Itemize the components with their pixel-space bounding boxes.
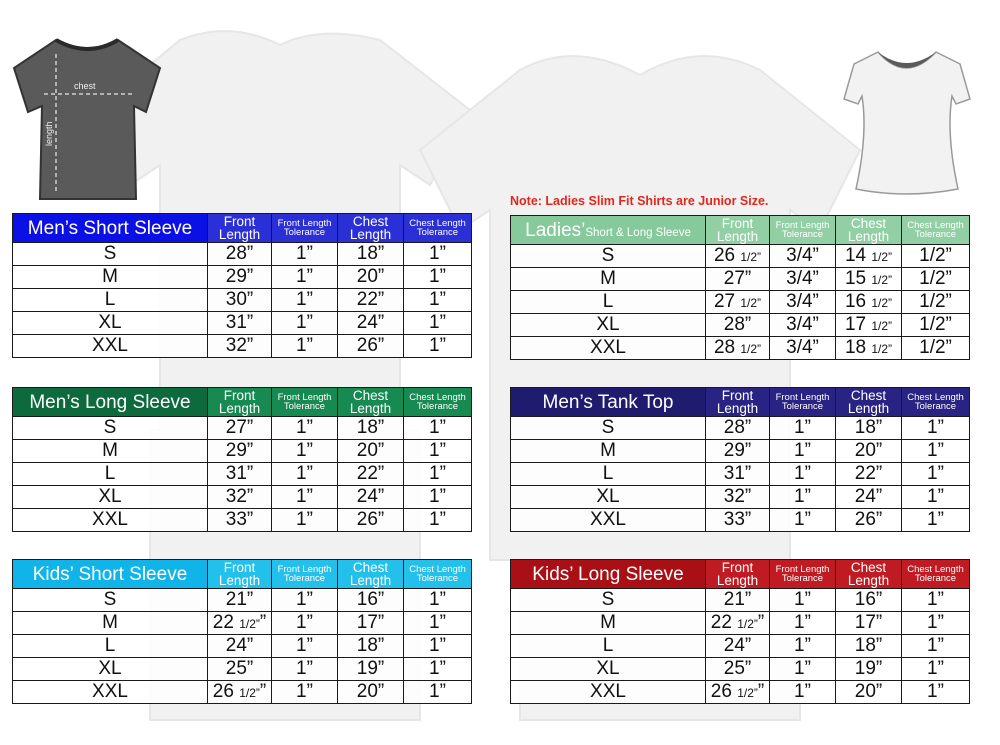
table-row xyxy=(511,658,970,681)
size-cell: XL xyxy=(13,312,208,335)
front-tolerance-cell: 1” xyxy=(272,312,338,335)
ladies-size-note: Note: Ladies Slim Fit Shirts are Junior Size. xyxy=(510,194,769,208)
front-length-cell: 28” xyxy=(706,417,770,440)
chest-tolerance-cell: 1” xyxy=(902,440,970,463)
chest-tolerance-cell: 1” xyxy=(404,635,472,658)
front-tolerance-cell: 3/4” xyxy=(770,245,836,268)
table-header-row xyxy=(13,560,472,589)
header-chest-length: Chest Length xyxy=(836,388,902,417)
chest-length-cell: 19” xyxy=(836,658,902,681)
chest-length-cell: 15 1/2” xyxy=(836,268,902,291)
front-tolerance-cell: 3/4” xyxy=(770,314,836,337)
front-tolerance-cell: 3/4” xyxy=(770,268,836,291)
front-length-cell: 24” xyxy=(208,635,272,658)
chest-length-cell: 20” xyxy=(338,440,404,463)
front-tolerance-cell: 1” xyxy=(272,486,338,509)
header-front-length: Front Length xyxy=(208,214,272,243)
header-front-length: Front Length xyxy=(706,560,770,589)
chest-length-cell: 18” xyxy=(338,243,404,266)
header-chest-length: Chest Length xyxy=(338,388,404,417)
table-title: Men’s Tank Top xyxy=(511,388,706,417)
table-row xyxy=(511,337,970,360)
table-title: Kids’ Long Sleeve xyxy=(511,560,706,589)
chest-tolerance-cell: 1” xyxy=(902,681,970,704)
size-cell: S xyxy=(511,589,706,612)
table-header-row xyxy=(13,388,472,417)
table-row xyxy=(511,612,970,635)
size-table-mens-short-sleeve xyxy=(12,213,472,358)
size-cell: S xyxy=(511,245,706,268)
front-length-cell: 27” xyxy=(208,417,272,440)
chest-length-cell: 20” xyxy=(836,440,902,463)
size-cell: XXL xyxy=(13,335,208,358)
front-length-cell: 28” xyxy=(208,243,272,266)
chest-tolerance-cell: 1/2” xyxy=(902,268,970,291)
front-length-cell: 29” xyxy=(208,266,272,289)
size-cell: L xyxy=(13,463,208,486)
front-length-cell: 32” xyxy=(208,335,272,358)
size-table-mens-long-sleeve xyxy=(12,387,472,532)
size-cell: L xyxy=(511,635,706,658)
size-cell: XXL xyxy=(13,681,208,704)
chest-length-cell: 24” xyxy=(338,486,404,509)
chest-length-cell: 20” xyxy=(836,681,902,704)
chest-length-cell: 18” xyxy=(338,635,404,658)
front-tolerance-cell: 1” xyxy=(770,658,836,681)
chest-tolerance-cell: 1” xyxy=(404,289,472,312)
table-row xyxy=(511,245,970,268)
size-cell: M xyxy=(511,440,706,463)
ladies-tshirt-illustration xyxy=(840,44,975,199)
table-row xyxy=(13,612,472,635)
ladies-tshirt-shape xyxy=(844,52,970,194)
header-chest-tolerance: Chest Length Tolerance xyxy=(404,560,472,589)
header-front-tolerance: Front Length Tolerance xyxy=(272,560,338,589)
chest-length-cell: 17” xyxy=(338,612,404,635)
table-row xyxy=(13,658,472,681)
size-cell: XXL xyxy=(511,337,706,360)
chest-length-cell: 16 1/2” xyxy=(836,291,902,314)
size-cell: XXL xyxy=(511,681,706,704)
table-row xyxy=(13,243,472,266)
size-cell: L xyxy=(13,635,208,658)
chest-tolerance-cell: 1” xyxy=(404,243,472,266)
table-row xyxy=(13,589,472,612)
chest-length-cell: 20” xyxy=(338,266,404,289)
front-length-cell: 33” xyxy=(706,509,770,532)
table-row xyxy=(13,266,472,289)
front-length-cell: 32” xyxy=(208,486,272,509)
front-tolerance-cell: 1” xyxy=(272,463,338,486)
chest-tolerance-cell: 1/2” xyxy=(902,337,970,360)
header-chest-tolerance: Chest Length Tolerance xyxy=(902,216,970,245)
chest-length-cell: 14 1/2” xyxy=(836,245,902,268)
front-length-cell: 31” xyxy=(208,463,272,486)
chest-tolerance-cell: 1/2” xyxy=(902,314,970,337)
header-front-tolerance: Front Length Tolerance xyxy=(770,388,836,417)
table-row xyxy=(13,486,472,509)
front-tolerance-cell: 1” xyxy=(770,681,836,704)
chest-tolerance-cell: 1” xyxy=(902,612,970,635)
table-row xyxy=(511,268,970,291)
table-title: Men’s Short Sleeve xyxy=(13,214,208,243)
chest-length-cell: 19” xyxy=(338,658,404,681)
chest-length-cell: 18 1/2” xyxy=(836,337,902,360)
front-tolerance-cell: 1” xyxy=(770,463,836,486)
front-length-cell: 26 1/2”” xyxy=(706,681,770,704)
size-cell: XL xyxy=(13,486,208,509)
table-row xyxy=(13,335,472,358)
table-row xyxy=(511,291,970,314)
table-row xyxy=(511,486,970,509)
header-chest-length: Chest Length xyxy=(338,560,404,589)
front-tolerance-cell: 1” xyxy=(272,243,338,266)
length-label: length xyxy=(44,121,54,146)
header-front-tolerance: Front Length Tolerance xyxy=(272,214,338,243)
header-chest-length: Chest Length xyxy=(836,216,902,245)
front-tolerance-cell: 1” xyxy=(272,335,338,358)
table-title: Men’s Long Sleeve xyxy=(13,388,208,417)
front-length-cell: 22 1/2”” xyxy=(706,612,770,635)
front-length-cell: 25” xyxy=(208,658,272,681)
header-chest-length: Chest Length xyxy=(338,214,404,243)
size-cell: M xyxy=(511,268,706,291)
chest-tolerance-cell: 1” xyxy=(404,266,472,289)
table-row xyxy=(511,417,970,440)
header-front-length: Front Length xyxy=(208,388,272,417)
front-tolerance-cell: 1” xyxy=(770,417,836,440)
front-length-cell: 21” xyxy=(208,589,272,612)
front-length-cell: 24” xyxy=(706,635,770,658)
chest-tolerance-cell: 1” xyxy=(404,440,472,463)
chest-tolerance-cell: 1” xyxy=(902,635,970,658)
table-header-row xyxy=(511,216,970,245)
front-length-cell: 27” xyxy=(706,268,770,291)
front-tolerance-cell: 1” xyxy=(272,589,338,612)
header-front-length: Front Length xyxy=(706,388,770,417)
front-tolerance-cell: 1” xyxy=(770,612,836,635)
chest-tolerance-cell: 1” xyxy=(902,486,970,509)
table-row xyxy=(13,635,472,658)
front-tolerance-cell: 1” xyxy=(272,635,338,658)
chest-length-cell: 26” xyxy=(836,509,902,532)
table-title: Kids’ Short Sleeve xyxy=(13,560,208,589)
size-cell: XL xyxy=(511,486,706,509)
chest-length-cell: 26” xyxy=(338,509,404,532)
size-cell: XL xyxy=(511,314,706,337)
chest-length-cell: 22” xyxy=(338,463,404,486)
header-chest-tolerance: Chest Length Tolerance xyxy=(902,388,970,417)
front-tolerance-cell: 1” xyxy=(272,612,338,635)
size-cell: M xyxy=(13,612,208,635)
chest-length-cell: 26” xyxy=(338,335,404,358)
header-front-tolerance: Front Length Tolerance xyxy=(272,388,338,417)
chest-tolerance-cell: 1” xyxy=(404,312,472,335)
front-tolerance-cell: 1” xyxy=(272,681,338,704)
size-cell: XL xyxy=(13,658,208,681)
header-chest-length: Chest Length xyxy=(836,560,902,589)
chest-label: chest xyxy=(74,81,96,91)
chest-tolerance-cell: 1/2” xyxy=(902,291,970,314)
chest-tolerance-cell: 1” xyxy=(404,612,472,635)
mens-tshirt-diagram xyxy=(8,34,168,204)
chest-tolerance-cell: 1” xyxy=(404,509,472,532)
chest-length-cell: 17” xyxy=(836,612,902,635)
front-tolerance-cell: 1” xyxy=(272,509,338,532)
front-tolerance-cell: 1” xyxy=(272,417,338,440)
chest-tolerance-cell: 1” xyxy=(404,589,472,612)
chest-tolerance-cell: 1” xyxy=(404,658,472,681)
front-length-cell: 22 1/2”” xyxy=(208,612,272,635)
table-title: Ladies’Short & Long Sleeve xyxy=(511,216,706,245)
chest-tolerance-cell: 1” xyxy=(404,417,472,440)
size-table-ladies xyxy=(510,215,970,360)
front-tolerance-cell: 1” xyxy=(272,658,338,681)
table-row xyxy=(13,312,472,335)
chest-tolerance-cell: 1” xyxy=(902,589,970,612)
chest-length-cell: 22” xyxy=(338,289,404,312)
front-tolerance-cell: 1” xyxy=(272,289,338,312)
front-tolerance-cell: 1” xyxy=(770,486,836,509)
front-length-cell: 28 1/2” xyxy=(706,337,770,360)
header-front-length: Front Length xyxy=(208,560,272,589)
front-length-cell: 31” xyxy=(208,312,272,335)
table-row xyxy=(511,509,970,532)
chest-tolerance-cell: 1” xyxy=(902,417,970,440)
size-cell: L xyxy=(13,289,208,312)
front-length-cell: 26 1/2”” xyxy=(208,681,272,704)
table-row xyxy=(13,681,472,704)
chest-length-cell: 17 1/2” xyxy=(836,314,902,337)
table-row xyxy=(511,635,970,658)
chest-length-cell: 18” xyxy=(836,417,902,440)
front-length-cell: 29” xyxy=(706,440,770,463)
front-tolerance-cell: 1” xyxy=(770,440,836,463)
front-tolerance-cell: 3/4” xyxy=(770,291,836,314)
table-row xyxy=(511,681,970,704)
front-length-cell: 29” xyxy=(208,440,272,463)
chest-tolerance-cell: 1” xyxy=(404,463,472,486)
front-tolerance-cell: 1” xyxy=(770,509,836,532)
chest-tolerance-cell: 1” xyxy=(404,681,472,704)
table-row xyxy=(511,440,970,463)
front-length-cell: 31” xyxy=(706,463,770,486)
table-row xyxy=(13,463,472,486)
size-cell: L xyxy=(511,291,706,314)
header-chest-tolerance: Chest Length Tolerance xyxy=(902,560,970,589)
size-cell: S xyxy=(13,589,208,612)
chest-tolerance-cell: 1” xyxy=(902,509,970,532)
size-cell: XL xyxy=(511,658,706,681)
size-cell: XXL xyxy=(13,509,208,532)
header-front-tolerance: Front Length Tolerance xyxy=(770,216,836,245)
size-cell: L xyxy=(511,463,706,486)
table-row xyxy=(511,463,970,486)
chest-tolerance-cell: 1” xyxy=(902,463,970,486)
front-length-cell: 28” xyxy=(706,314,770,337)
table-header-row xyxy=(511,560,970,589)
size-cell: M xyxy=(13,266,208,289)
chest-length-cell: 24” xyxy=(338,312,404,335)
size-cell: XXL xyxy=(511,509,706,532)
table-header-row xyxy=(511,388,970,417)
front-length-cell: 27 1/2” xyxy=(706,291,770,314)
chest-length-cell: 18” xyxy=(836,635,902,658)
size-cell: S xyxy=(511,417,706,440)
mens-tshirt-shape xyxy=(14,40,160,199)
chest-length-cell: 16” xyxy=(338,589,404,612)
size-table-mens-tank-top xyxy=(510,387,970,532)
front-tolerance-cell: 1” xyxy=(770,635,836,658)
front-length-cell: 21” xyxy=(706,589,770,612)
header-chest-tolerance: Chest Length Tolerance xyxy=(404,388,472,417)
size-table-kids-short-sleeve xyxy=(12,559,472,704)
chest-length-cell: 16” xyxy=(836,589,902,612)
table-row xyxy=(13,440,472,463)
chest-tolerance-cell: 1” xyxy=(902,658,970,681)
front-tolerance-cell: 1” xyxy=(272,266,338,289)
header-front-tolerance: Front Length Tolerance xyxy=(770,560,836,589)
header-front-length: Front Length xyxy=(706,216,770,245)
front-tolerance-cell: 3/4” xyxy=(770,337,836,360)
chest-length-cell: 18” xyxy=(338,417,404,440)
size-cell: S xyxy=(13,417,208,440)
size-cell: M xyxy=(13,440,208,463)
chest-tolerance-cell: 1” xyxy=(404,335,472,358)
chest-length-cell: 22” xyxy=(836,463,902,486)
table-row xyxy=(511,589,970,612)
front-length-cell: 30” xyxy=(208,289,272,312)
table-row xyxy=(13,509,472,532)
table-row xyxy=(13,289,472,312)
chest-tolerance-cell: 1/2” xyxy=(902,245,970,268)
front-tolerance-cell: 1” xyxy=(272,440,338,463)
table-row xyxy=(13,417,472,440)
chest-length-cell: 24” xyxy=(836,486,902,509)
size-cell: M xyxy=(511,612,706,635)
size-cell: S xyxy=(13,243,208,266)
chest-tolerance-cell: 1” xyxy=(404,486,472,509)
front-length-cell: 32” xyxy=(706,486,770,509)
table-header-row xyxy=(13,214,472,243)
front-length-cell: 25” xyxy=(706,658,770,681)
front-tolerance-cell: 1” xyxy=(770,589,836,612)
front-length-cell: 33” xyxy=(208,509,272,532)
size-table-kids-long-sleeve xyxy=(510,559,970,704)
chest-length-cell: 20” xyxy=(338,681,404,704)
front-length-cell: 26 1/2” xyxy=(706,245,770,268)
header-chest-tolerance: Chest Length Tolerance xyxy=(404,214,472,243)
table-row xyxy=(511,314,970,337)
